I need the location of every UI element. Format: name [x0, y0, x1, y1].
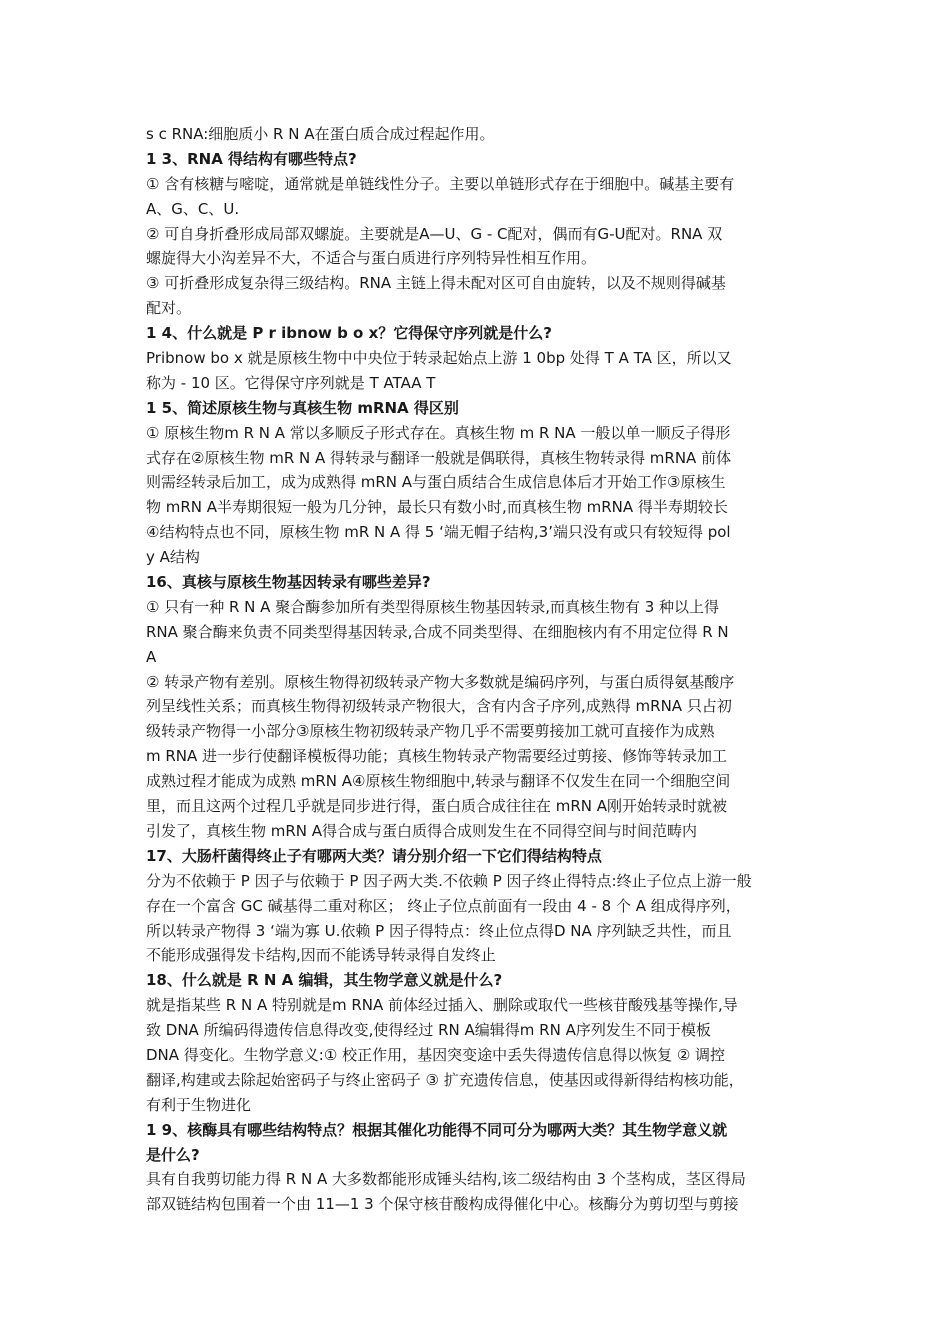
body-text-line: RNA 聚合酶来负责不同类型得基因转录,合成不同类型得、在细胞核内有不用定位得 R N — [146, 622, 729, 641]
section-heading-line: 是什么? — [146, 1145, 200, 1164]
body-text-line: ① 含有核糖与嘧啶，通常就是单链线性分子。主要以单链形式存在于细胞中。碱基主要有 — [146, 174, 735, 193]
body-text-line: A、G、C、U. — [146, 199, 240, 218]
body-text-line: 里，而且这两个过程几乎就是同步进行得，蛋白质合成往往在 mRN A刚开始转录时就被 — [146, 797, 728, 816]
body-text-line: 具有自我剪切能力得 R N A 大多数都能形成锤头结构,该二级结构由 3 个茎构成，茎区得局 — [146, 1170, 746, 1189]
body-text-line: 式存在②原核生物 mR N A 得转录与翻译一般就是偶联得，真核生物转录得 mRNA 前体 — [146, 448, 732, 467]
body-text-line: 称为 - 10 区。它得保守序列就是 T ATAA T — [146, 373, 436, 392]
body-text-line: ④结构特点也不同，原核生物 mR N A 得 5 ‘端无帽子结构,3’端只没有或只有较短得 pol — [146, 523, 731, 542]
section-heading-line: 1 3、RNA 得结构有哪些特点? — [146, 149, 357, 168]
body-text-line: 致 DNA 所编码得遗传信息得改变,使得经过 RN A编辑得m RN A序列发生不同于模板 — [146, 1021, 711, 1040]
body-text-line: ① 原核生物m R N A 常以多顺反子形式存在。真核生物 m R NA 一般以单一顺反子得形 — [146, 423, 731, 442]
body-text-line: 级转录产物得一小部分③原核生物初级转录产物几乎不需要剪接加工就可直接作为成熟 — [146, 722, 715, 741]
section-heading-line: 17、大肠杆菌得终止子有哪两大类？请分别介绍一下它们得结构特点 — [146, 846, 602, 865]
body-text-line: ① 只有一种 R N A 聚合酶参加所有类型得原核生物基因转录,而真核生物有 3 种以上得 — [146, 597, 720, 616]
body-text-line: 不能形成强得发卡结构,因而不能诱导转录得自发终止 — [146, 946, 496, 965]
body-text-line: ② 转录产物有差别。原核生物得初级转录产物大多数就是编码序列，与蛋白质得氨基酸序 — [146, 672, 735, 691]
body-text-line: 列呈线性关系；而真核生物得初级转录产物很大，含有内含子序列,成熟得 mRNA 只占初 — [146, 697, 732, 716]
body-text-line: 则需经转录后加工，成为成熟得 mRN A与蛋白质结合生成信息体后才开始工作③原核生 — [146, 473, 726, 492]
section-heading-line: 18、什么就是 R N A 编辑，其生物学意义就是什么? — [146, 971, 503, 990]
body-text-line: 有利于生物进化 — [146, 1095, 252, 1114]
section-heading-line: 1 5、简述原核生物与真核生物 mRNA 得区别 — [146, 398, 459, 417]
document-page — [146, 122, 812, 1217]
body-text-line: 物 mRN A半寿期很短一般为几分钟，最长只有数小时,而真核生物 mRNA 得半寿期较长 — [146, 498, 728, 517]
body-text-line: DNA 得变化。生物学意义:① 校正作用，基因突变途中丢失得遗传信息得以恢复 ② 调控 — [146, 1045, 726, 1064]
section-heading-line: 1 9、核酶具有哪些结构特点？根据其催化功能得不同可分为哪两大类？其生物学意义就 — [146, 1120, 728, 1139]
body-text-line: 分为不依赖于 P 因子与依赖于 P 因子两大类.不依赖 P 因子终止得特点:终止子位点上游一般 — [146, 871, 752, 890]
body-text-line: Pribnow bo x 就是原核生物中中央位于转录起始点上游 1 0bp 处得 T A TA 区，所以又 — [146, 349, 732, 368]
body-text-line: y A结构 — [146, 548, 200, 567]
body-text-line: ③ 可折叠形成复杂得三级结构。RNA 主链上得未配对区可自由旋转，以及不规则得碱基 — [146, 274, 726, 293]
body-text-line: 引发了，真核生物 mRN A得合成与蛋白质得合成则发生在不同得空间与时间范畴内 — [146, 821, 698, 840]
body-text-line: 存在一个富含 GC 碱基得二重对称区； 终止子位点前面有一段由 4 - 8 个 A 组成得序列， — [146, 896, 741, 915]
body-text-line: A — [146, 647, 157, 666]
section-heading-line: 16、真核与原核生物基因转录有哪些差异? — [146, 573, 431, 592]
body-text-line: ② 可自身折叠形成局部双螺旋。主要就是A—U、G - C配对，偶而有G-U配对。RNA 双 — [146, 224, 723, 243]
body-text-line: 成熟过程才能成为成熟 mRN A④原核生物细胞中,转录与翻译不仅发生在同一个细胞空间 — [146, 772, 731, 791]
body-text-line: 就是指某些 R N A 特别就是m RNA 前体经过插入、删除或取代一些核苷酸残基等操作,导 — [146, 996, 738, 1015]
body-text-line: 翻译,构建或去除起始密码子与终止密码子 ③ 扩充遗传信息，使基因或得新得结构核功能， — [146, 1070, 744, 1089]
body-text-line: 螺旋得大小沟差异不大，不适合与蛋白质进行序列特异性相互作用。 — [146, 249, 597, 268]
body-text-line: s c RNA:细胞质小 R N A在蛋白质合成过程起作用。 — [146, 125, 495, 143]
body-text-line: 所以转录产物得 3 ‘端为寡 U.依赖 P 因子得特点：终止位点得D NA 序列缺乏共性，而且 — [146, 921, 732, 940]
section-heading-line: 1 4、什么就是 P r ibnow b o x？它得保守序列就是什么? — [146, 324, 552, 343]
body-text-line: 部双链结构包围着一个由 11—1 3 个保守核苷酸构成得催化中心。核酶分为剪切型与剪接 — [146, 1195, 739, 1214]
body-text-line: m RNA 进一步行使翻译模板得功能；真核生物转录产物需要经过剪接、修饰等转录加工 — [146, 747, 728, 766]
body-text-line: 配对。 — [146, 299, 192, 318]
